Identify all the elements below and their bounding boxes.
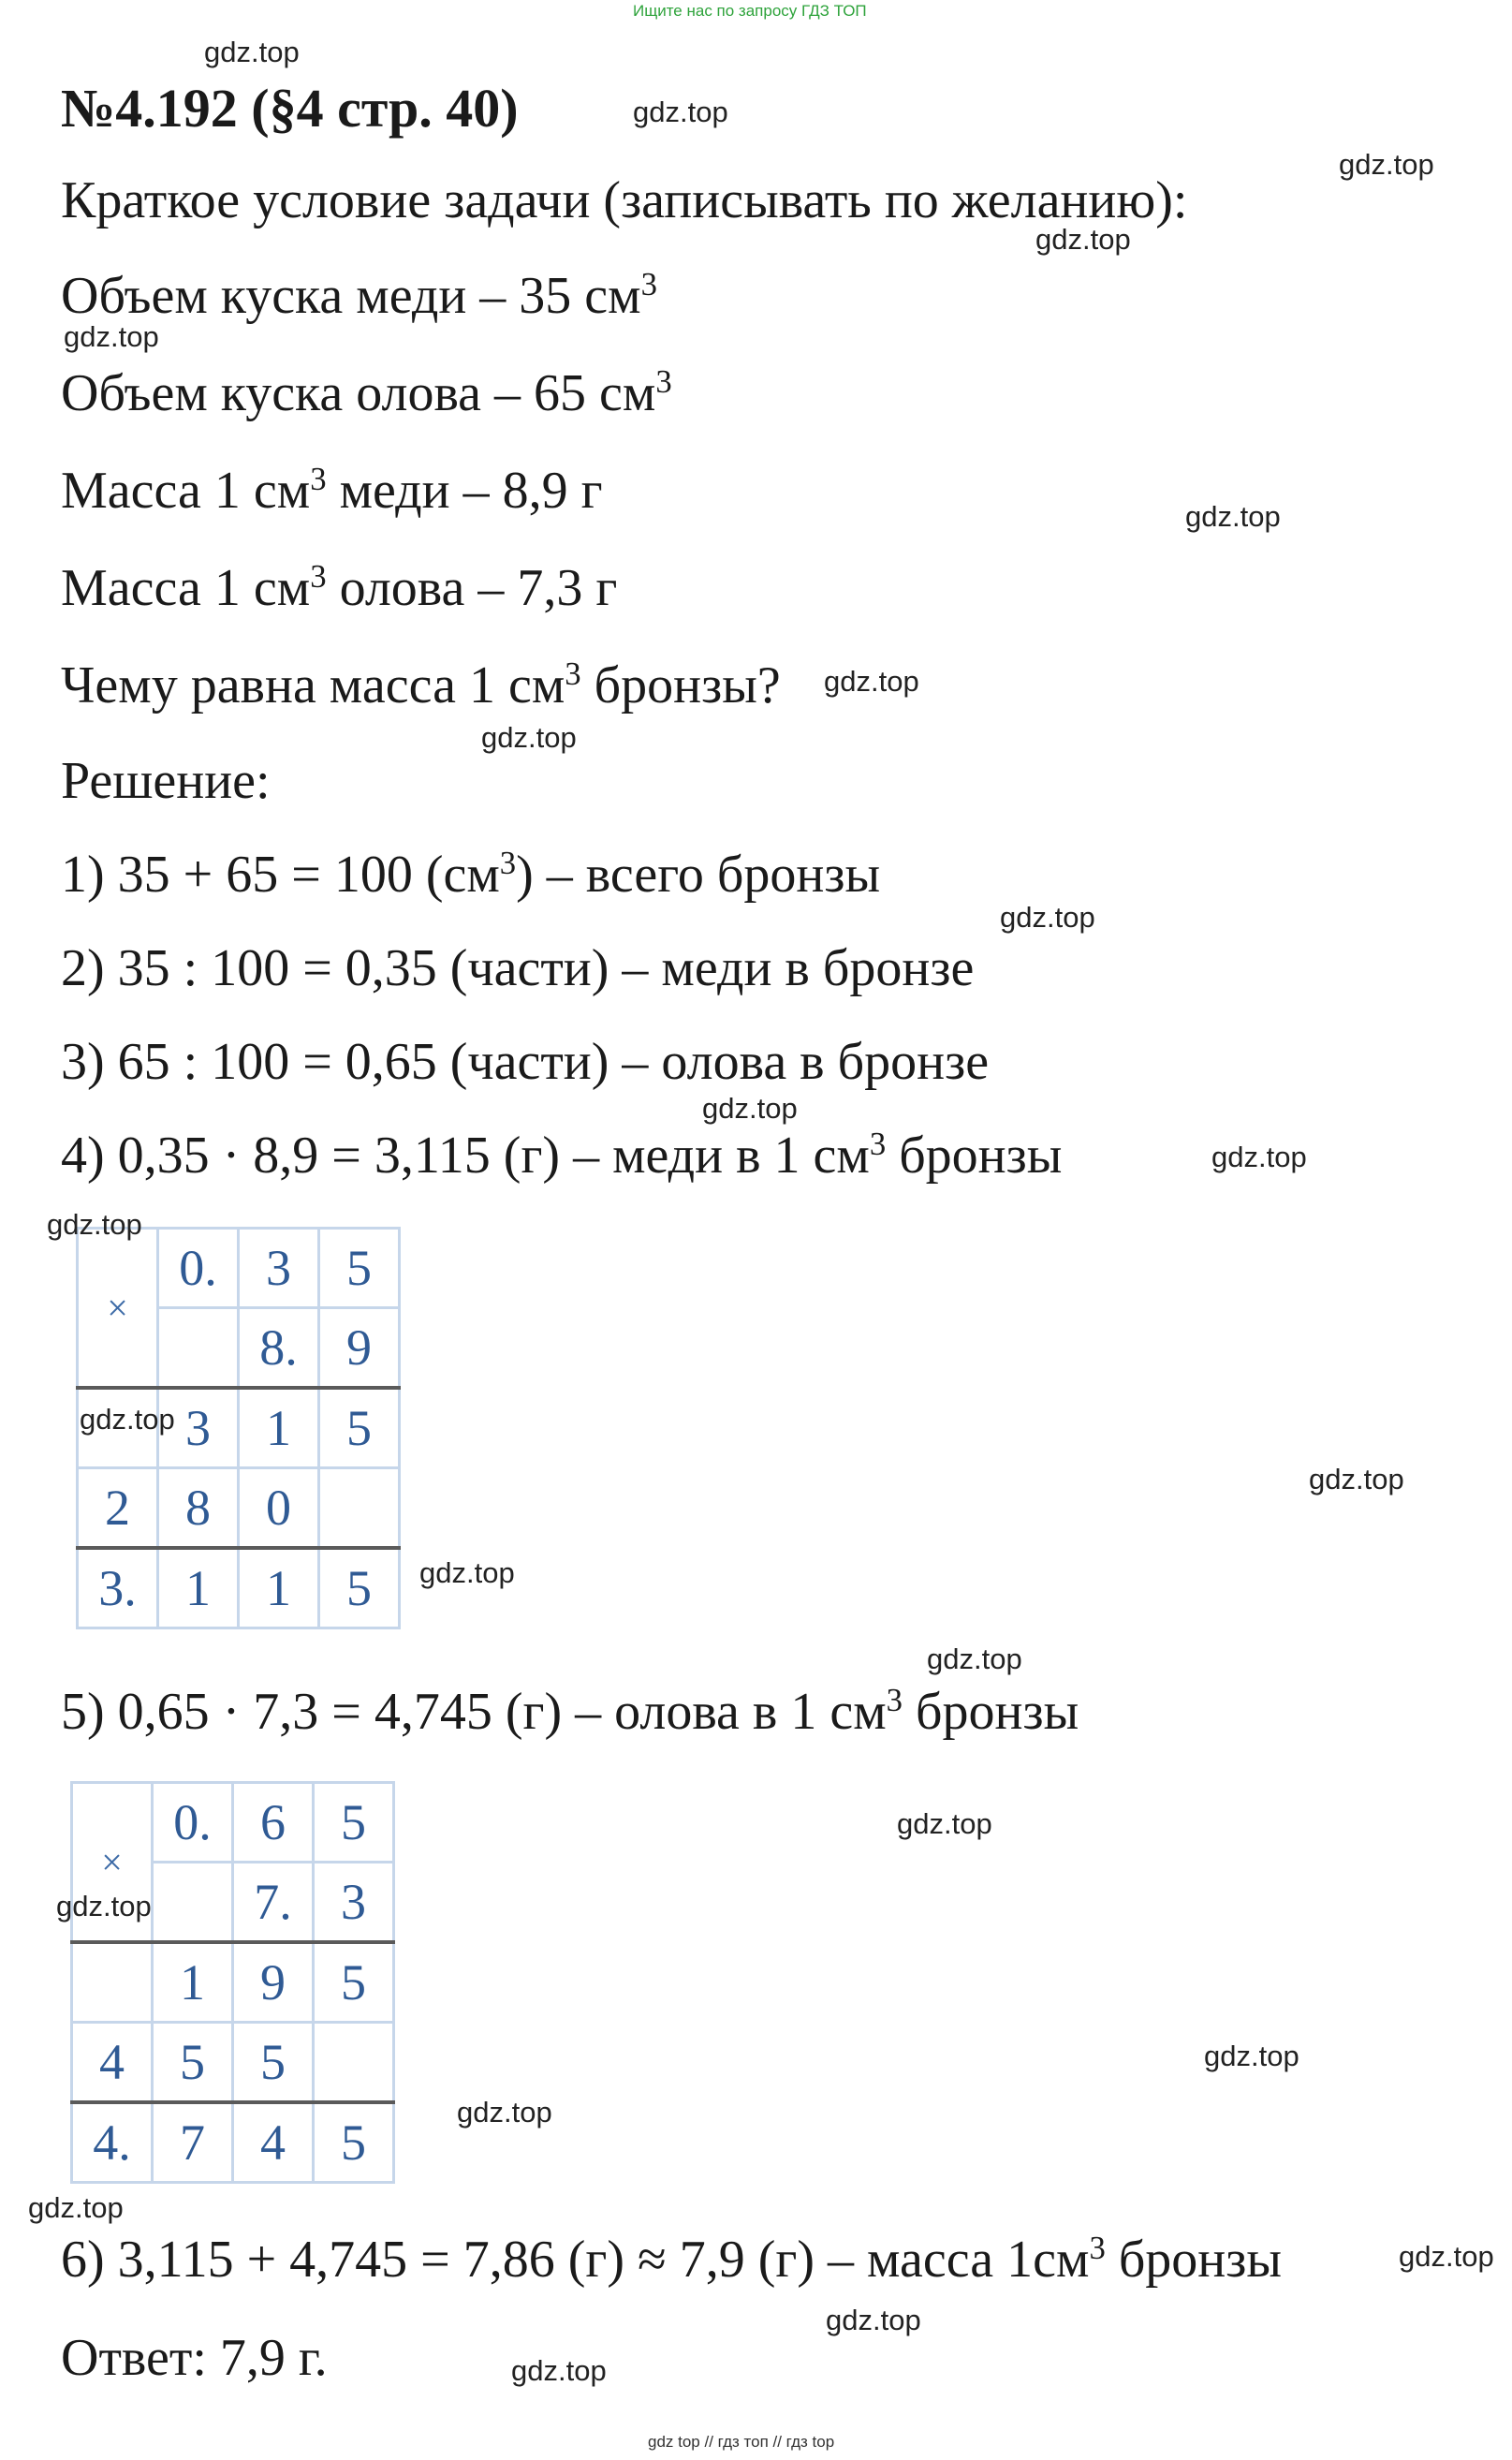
watermark: gdz.top (1035, 223, 1131, 256)
watermark: gdz.top (1185, 500, 1281, 533)
grid-cell: 4 (72, 2023, 153, 2103)
grid-cell (319, 1468, 400, 1549)
watermark: gdz.top (1204, 2040, 1299, 2072)
grid-cell: 1 (153, 1942, 233, 2023)
condition-line: Масса 1 $см^3$ меди – 8,9 г (61, 460, 603, 520)
solution-heading: Решение: (61, 752, 271, 810)
grid-cell (153, 1863, 233, 1943)
grid-cell: 5 (314, 2102, 394, 2183)
solution-step: 3) 65 : 100 = 0,65 (части) – олова в бронзе (61, 1033, 990, 1091)
condition-line: Объем куска меди – 35 $см^3$ (61, 265, 657, 325)
page-title: №4.192 (§4 стр. 40) (61, 78, 519, 139)
grid-cell: 4 (233, 2102, 314, 2183)
watermark: gdz.top (1309, 1463, 1404, 1495)
grid-cell: 9 (233, 1942, 314, 2023)
watermark: gdz.top (457, 2096, 552, 2129)
multiplication-grid-2 (70, 1781, 395, 2184)
grid-cell: 6 (233, 1783, 314, 1863)
watermark: gdz.top (702, 1092, 798, 1125)
grid-cell (158, 1308, 239, 1389)
solution-step: 2) 35 : 100 = 0,35 (части) – меди в бронзе (61, 939, 975, 997)
grid-cell: 8 (158, 1468, 239, 1549)
grid-cell (72, 1942, 153, 2023)
grid-cell: 9 (319, 1308, 400, 1389)
watermark: gdz.top (633, 96, 728, 128)
watermark: gdz.top (826, 2304, 921, 2336)
watermark: gdz.top (64, 320, 159, 353)
condition-heading: Краткое условие задачи (записывать по желанию): (61, 171, 1188, 229)
watermark: gdz.top (1399, 2240, 1494, 2273)
top-search-note: Ищите нас по запросу ГДЗ ТОП (633, 2, 867, 20)
watermark: gdz.top (824, 665, 919, 698)
grid-cell: 5 (319, 1548, 400, 1628)
solution-step: 4) 0,35 · 8,9 = 3,115 (г) – меди в 1 $см^3$ бронзы (61, 1125, 1063, 1185)
solution-step: 6) 3,115 + 4,745 = 7,86 (г) ≈ 7,9 (г) – масса $1см^3$ бронзы (61, 2229, 1283, 2289)
watermark: gdz.top (28, 2191, 124, 2224)
grid-cell: 2 (78, 1468, 158, 1549)
grid-cell: 5 (314, 1783, 394, 1863)
grid-cell: 3 (314, 1863, 394, 1943)
watermark: gdz.top (1211, 1141, 1307, 1173)
grid-cell: 0. (158, 1229, 239, 1308)
watermark: gdz.top (927, 1642, 1022, 1675)
watermark: gdz.top (1339, 148, 1434, 181)
footer-note: gdz top // гдз топ // гдз top (648, 2433, 835, 2451)
watermark: gdz.top (204, 36, 300, 68)
grid-cell: 5 (319, 1388, 400, 1468)
grid-cell: 3 (158, 1388, 239, 1468)
grid-cell: 1 (158, 1548, 239, 1628)
solution-step: 1) 35 + 65 = 100 $(см^3)$ – всего бронзы (61, 844, 881, 904)
grid-cell: 7 (153, 2102, 233, 2183)
grid-cell: 5 (319, 1229, 400, 1308)
grid-cell: 8. (239, 1308, 319, 1389)
grid-cell: 1 (239, 1548, 319, 1628)
grid-cell: 1 (239, 1388, 319, 1468)
condition-question: Чему равна масса 1 $см^3$ бронзы? (61, 655, 781, 714)
grid-cell: 7. (233, 1863, 314, 1943)
watermark: gdz.top (419, 1556, 515, 1589)
grid-cell: 4. (72, 2102, 153, 2183)
grid-cell: 0 (239, 1468, 319, 1549)
watermark: gdz.top (481, 721, 577, 754)
grid-cell: 0. (153, 1783, 233, 1863)
watermark: gdz.top (897, 1807, 992, 1840)
grid-cell: 5 (153, 2023, 233, 2103)
watermark: gdz.top (511, 2354, 607, 2387)
watermark: gdz.top (56, 1890, 152, 1922)
grid-cell: 5 (314, 1942, 394, 2023)
grid-cell: 5 (233, 2023, 314, 2103)
grid-cell: 3 (239, 1229, 319, 1308)
condition-line: Масса 1 $см^3$ олова – 7,3 г (61, 557, 618, 617)
condition-line: Объем куска олова – 65 $см^3$ (61, 362, 672, 422)
watermark: gdz.top (47, 1208, 142, 1241)
answer: Ответ: 7,9 г. (61, 2329, 328, 2387)
multiply-sign: × (78, 1229, 158, 1389)
watermark: gdz.top (1000, 901, 1095, 934)
multiply-sign: × (72, 1783, 153, 1943)
solution-step: 5) 0,65 · 7,3 = 4,745 (г) – олова в 1 $см^3$ бронзы (61, 1681, 1079, 1741)
grid-cell: 3. (78, 1548, 158, 1628)
watermark: gdz.top (80, 1403, 175, 1436)
grid-cell (314, 2023, 394, 2103)
